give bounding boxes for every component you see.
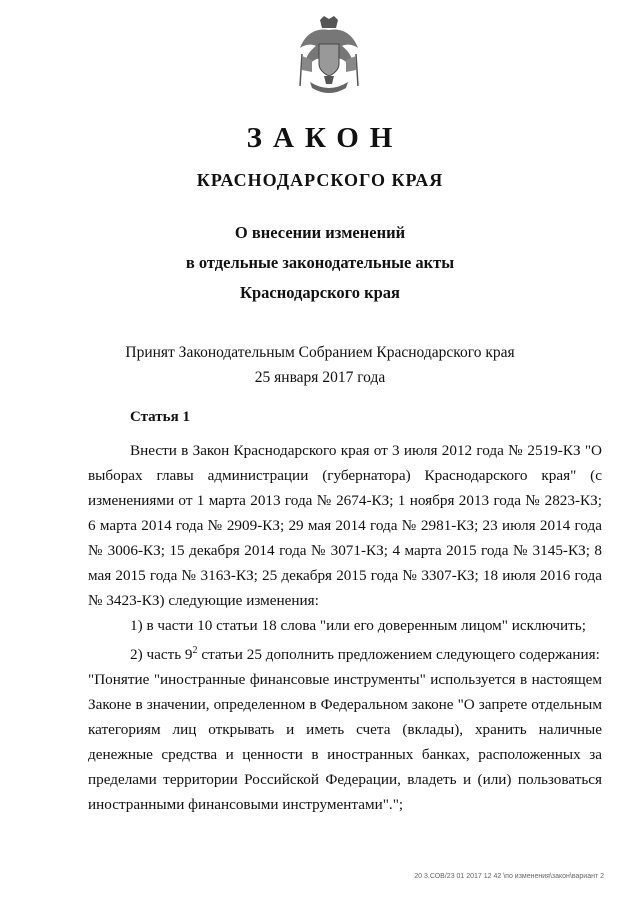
adoption-date: 25 января 2017 года [254, 369, 386, 386]
paragraph-item-1: 1) в части 10 статьи 18 слова "или его доверенным лицом" исключить; [130, 617, 586, 634]
paragraph-item-2 [88, 638, 602, 667]
document-subtitle: КРАСНОДАРСКОГО КРАЯ [196, 170, 444, 190]
article-body [88, 438, 602, 817]
paragraph-intro: Внести в Закон Краснодарского края от 3 июля 2012 года № 2519-КЗ "О выборах главы администрации (губернатора) Краснодарского края" (с изменениями от 1 марта 2013 года № 2674-КЗ; 1 ноября 2013 года № 2823-КЗ; 6 марта 2014 года № 2909-КЗ; 29 мая 2014 года № 2981-КЗ; 23 июля 2014 года № 3006-КЗ; 15 декабря 2014 года № 3071-КЗ; 4 марта 2015 года № 3145-КЗ; 8 мая 2015 года № 3163-КЗ; 25 декабря 2015 года № 3307-КЗ; 18 июля 2016 года № 3423-КЗ) следующие изменения: [88, 442, 602, 609]
item-2-suffix: статьи 25 дополнить предложением следующего содержания: [197, 646, 600, 664]
adoption-note [0, 340, 640, 390]
file-path-footer: 20 3.СОВ/23 01 2017 12 42 \по изменения\закон\вариант 2 [414, 873, 604, 880]
item-2-prefix: 2) часть 9 [130, 646, 193, 664]
heading-line-1: О внесении изменений [234, 223, 406, 242]
adoption-line-1: Принят Законодательным Собранием Краснодарского края [125, 344, 515, 361]
document-title: ЗАКОН [246, 122, 404, 154]
article-title: Статья 1 [130, 409, 190, 425]
item-2-superscript: 2 [192, 645, 198, 656]
law-heading [0, 218, 640, 308]
heading-line-3: Краснодарского края [240, 283, 400, 302]
quoted-text: "Понятие "иностранные финансовые инструменты" используется в настоящем Законе в значении, определенном в Федеральном законе "О запрете отдельным категориям лиц открывать и иметь счета (вклады), хранить наличные денежные средства и ценности в иностранных банках, расположенных за пределами территории Российской Федерации, владеть и (или) пользоваться иностранными финансовыми инструментами"."; [88, 671, 602, 814]
heading-line-2: в отдельные законодательные акты [185, 253, 455, 272]
coat-of-arms-icon [296, 14, 362, 96]
